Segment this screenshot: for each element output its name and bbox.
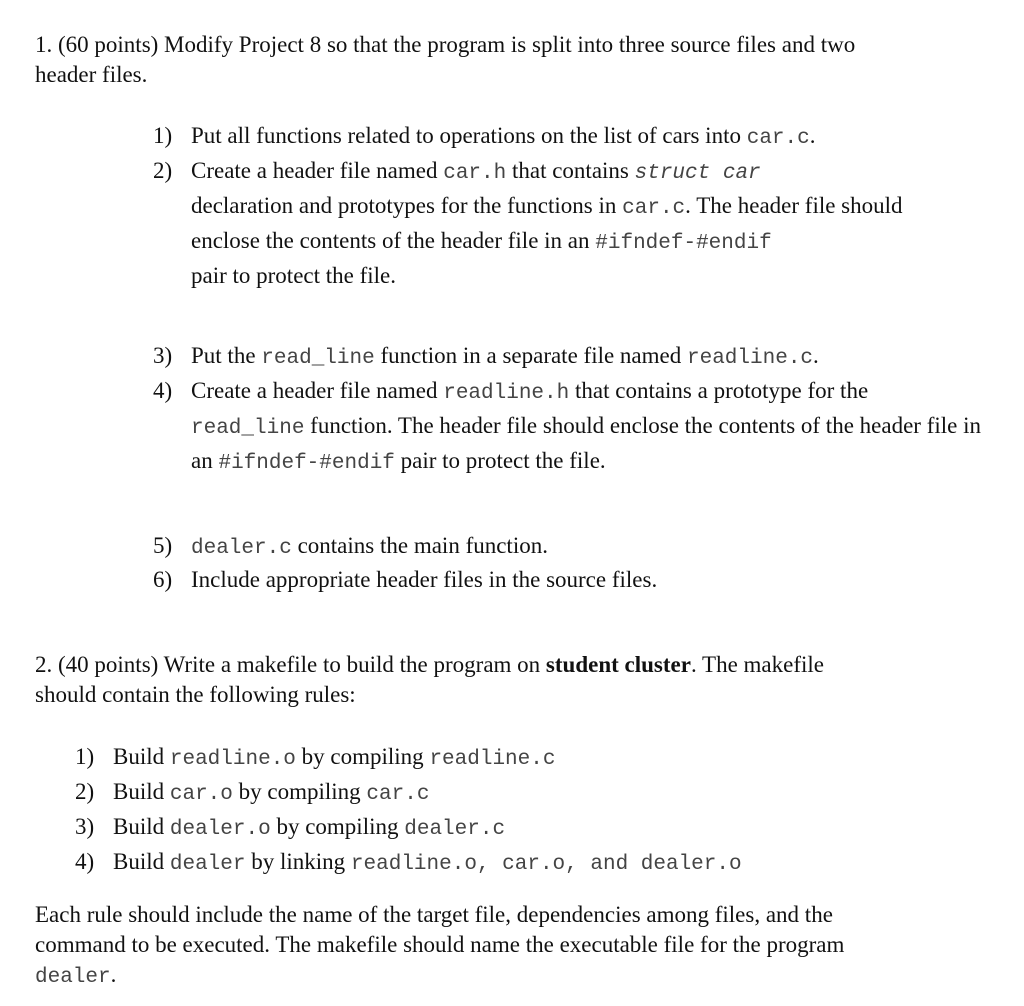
code-text: dealer [169,853,246,876]
item-number: 1) [75,744,95,769]
item-text: that contains [506,158,635,183]
code-text: dealer.c [404,818,506,841]
code-text: dealer.o [169,818,271,841]
item-text: Create a header file named [191,378,444,403]
heading-text: . The makefile [690,652,825,677]
list-item [153,530,953,564]
item-number: 6) [153,567,173,592]
item-text: . The header file should enclose the contents of the header file in an [191,193,903,253]
item-text: by compiling [232,779,367,804]
heading-text: 2. (40 points) Write a makefile to build the program on [35,652,546,677]
heading-text: should contain the following rules: [35,682,356,707]
question-1-heading [35,30,855,90]
item-text: contains the main function. [291,533,548,558]
question-2-rules-list [75,741,975,881]
code-text: car.h [443,162,507,185]
question-2-footer [35,900,844,993]
item-number: 3) [153,343,173,368]
code-text: dealer.c [191,537,292,560]
code-text: dealer [35,966,111,989]
code-text: car.c [366,783,430,806]
list-item [75,811,975,846]
question-1-list-b [153,340,983,480]
item-text: . [809,123,816,148]
code-text: readline.o [169,748,296,771]
item-number: 4) [153,378,173,403]
item-text: pair to protect the file. [191,263,397,288]
code-text: readline.c [429,748,556,771]
question-2-heading [35,650,824,710]
item-text: by linking [245,849,351,874]
code-text: struct car [634,162,761,185]
footer-text: . [110,962,117,987]
item-text: Build [113,779,170,804]
item-text: . [813,343,819,368]
list-item [75,741,975,776]
question-1-heading-line2: header files. [35,62,148,87]
question-1-list-a [153,120,953,292]
item-text: by compiling [295,744,430,769]
question-1-heading-line1: 1. (60 points) Modify Project 8 so that the program is split into three source files and two [35,32,856,57]
heading-bold-text: student cluster [545,652,691,677]
item-number: 3) [75,814,95,839]
code-text: readline.o, car.o, and dealer.o [350,853,742,876]
item-text: Put the [191,343,262,368]
footer-text: command to be executed. The makefile should name the executable file for the program [35,932,845,957]
item-text: Build [113,814,170,839]
item-text: by compiling [270,814,405,839]
item-text: Build [113,744,170,769]
code-text: readline.c [687,347,814,370]
footer-text: Each rule should include the name of the target file, dependencies among files, and the [35,902,833,927]
list-item [153,120,953,155]
list-item [153,564,953,595]
list-item [153,155,953,292]
code-text: read_line [261,347,375,370]
list-item [75,846,975,881]
item-text: function in a separate file named [374,343,687,368]
item-text: that contains a prototype for the [569,378,869,403]
code-text: car.o [169,783,233,806]
item-number: 4) [75,849,95,874]
list-item [75,776,975,811]
item-text: function. The header file should enclose the contents of the header file in an [191,413,981,473]
item-text: pair to protect the file. [394,448,606,473]
code-text: #ifndef-#endif [595,232,772,255]
item-text: Build [113,849,170,874]
item-text: Create a header file named [191,158,444,183]
item-text: Put all functions related to operations on the list of cars into [191,123,747,148]
code-text: #ifndef-#endif [218,452,395,475]
item-number: 2) [75,779,95,804]
item-number: 1) [153,123,173,148]
question-1-list-c [153,530,953,595]
list-item [153,375,983,480]
code-text: readline.h [443,382,570,405]
item-text: Include appropriate header files in the source files. [191,567,658,592]
item-text: declaration and prototypes for the functions in [191,193,623,218]
code-text: car.c [622,197,686,220]
code-text: read_line [191,417,305,440]
item-number: 2) [153,158,173,183]
item-number: 5) [153,533,173,558]
code-text: car.c [746,127,810,150]
list-item [153,340,983,375]
